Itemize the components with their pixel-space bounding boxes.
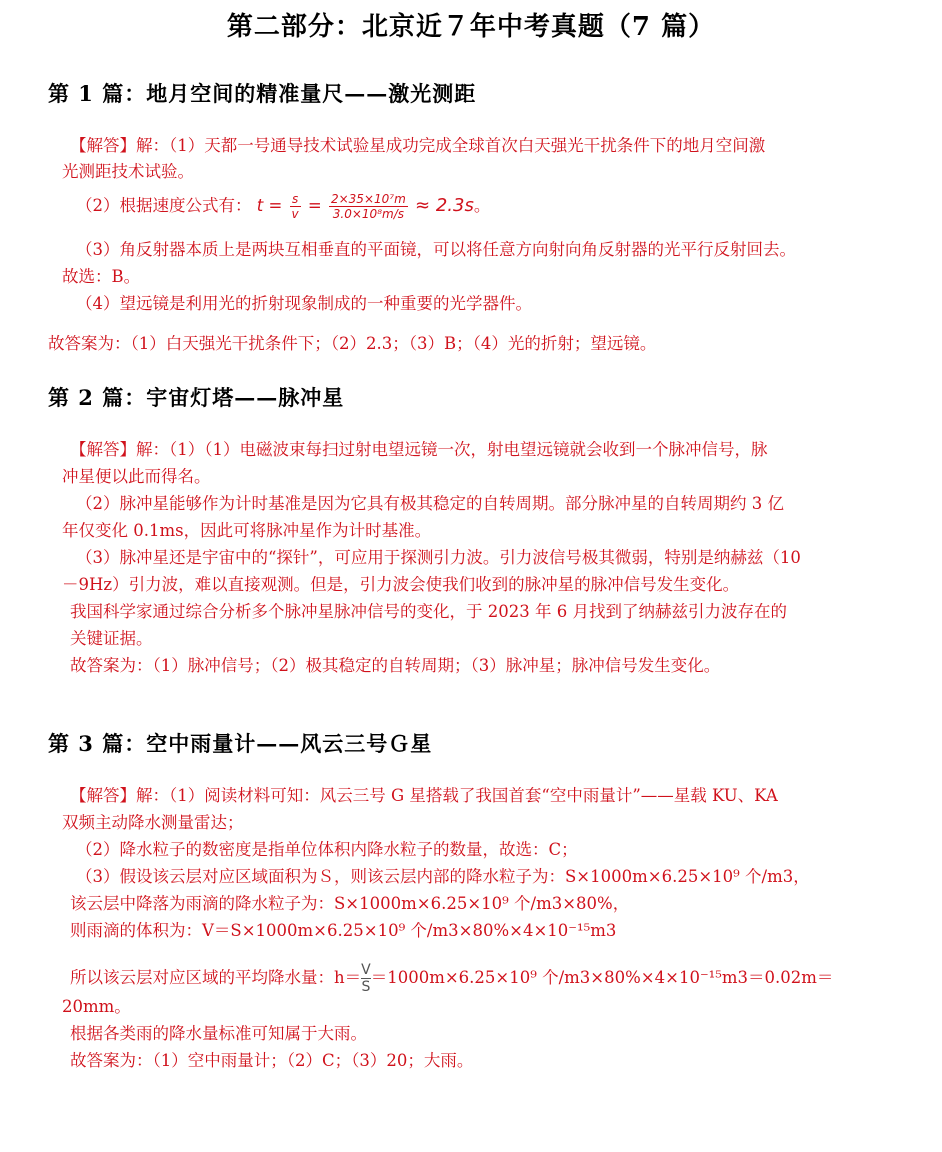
section-3-title: 第 3 篇：空中雨量计——风云三号Ｇ星 bbox=[48, 731, 433, 756]
s1-formula-end: 。 bbox=[473, 196, 491, 215]
s1-formula-lhs: t = bbox=[256, 196, 283, 215]
s3-answer-line-8: 20mm。 bbox=[62, 997, 131, 1016]
s1-fraction-s-over-v bbox=[290, 192, 301, 221]
s1-frac2-num: 2×35×10⁷m bbox=[330, 192, 406, 206]
s1-answer-line-5: （4）望远镜是利用光的折射现象制成的一种重要的光学器件。 bbox=[76, 294, 532, 313]
s1-frac1-den: v bbox=[291, 207, 299, 221]
s3-frac-s: S bbox=[361, 979, 371, 995]
s1-frac1-num: s bbox=[290, 192, 301, 207]
s2-answer-line-6: －9Hz）引力波，难以直接观测。但是，引力波会使我们收到的脉冲星的脉冲信号发生变化。 bbox=[62, 575, 740, 594]
s3-answer-line-3: （2）降水粒子的数密度是指单位体积内降水粒子的数量，故选：C； bbox=[76, 840, 578, 859]
s1-fraction-values bbox=[329, 192, 408, 221]
s2-answer-line-8: 关键证据。 bbox=[70, 629, 153, 648]
s2-answer-line-4: 年仅变化 0.1ms，因此可将脉冲星作为计时基准。 bbox=[62, 521, 432, 540]
s3-answer-line-5: 该云层中降落为雨滴的降水粒子为：S×1000m×6.25×10⁹ 个/m3×80%， bbox=[70, 894, 630, 913]
s1-formula-prefix: （2）根据速度公式有： bbox=[76, 196, 252, 215]
s1-formula-eq: = bbox=[307, 196, 322, 215]
page-title: 第二部分：北京近７年中考真题（7 篇） bbox=[226, 12, 716, 42]
s3-final-answer: 故答案为：（1）空中雨量计；（2）C；（3）20；大雨。 bbox=[70, 1051, 474, 1070]
s1-final-answer: 故答案为：（1）白天强光干扰条件下；（2）2.3；（3）B；（4）光的折射；望远镜。 bbox=[48, 334, 657, 353]
s3-average-prefix: 所以该云层对应区域的平均降水量：h＝ bbox=[70, 968, 362, 987]
s2-final-answer: 故答案为：（1）脉冲信号；（2）极其稳定的自转周期；（3）脉冲星；脉冲信号发生变化。 bbox=[70, 656, 721, 675]
s3-fraction-v-over-s bbox=[361, 962, 371, 995]
s1-answer-line-4: 故选：B。 bbox=[62, 267, 141, 286]
s3-answer-line-7 bbox=[70, 962, 833, 995]
s3-answer-line-1: 【解答】解：（1）阅读材料可知：风云三号 G 星搭载了我国首套“空中雨量计”——星载 KU、KA bbox=[70, 786, 778, 805]
s3-answer-line-4: （3）假设该云层对应区域面积为Ｓ，则该云层内部的降水粒子为：S×1000m×6.25×10⁹ 个/m3， bbox=[76, 867, 810, 886]
s1-answer-line-3: （3）角反射器本质上是两块互相垂直的平面镜，可以将任意方向射向角反射器的光平行反射回去。 bbox=[76, 240, 796, 259]
s2-answer-line-2: 冲星便以此而得名。 bbox=[62, 467, 211, 486]
s3-answer-line-6: 则雨滴的体积为：V＝S×1000m×6.25×10⁹ 个/m3×80%×4×10⁻¹⁵m3 bbox=[70, 921, 617, 940]
section-2-title: 第 2 篇：宇宙灯塔——脉冲星 bbox=[48, 385, 345, 410]
s1-formula-rhs: ≈ 2.3s bbox=[415, 195, 474, 216]
section-1-title: 第 1 篇：地月空间的精准量尺——激光测距 bbox=[48, 81, 477, 106]
s3-answer-line-2: 双频主动降水测量雷达； bbox=[62, 813, 244, 832]
s3-average-rest: ＝1000m×6.25×10⁹ 个/m3×80%×4×10⁻¹⁵m3＝0.02m＝ bbox=[370, 968, 834, 987]
s3-frac-v: V bbox=[361, 962, 371, 978]
s2-answer-line-1: 【解答】解：（1）（1）电磁波束每扫过射电望远镜一次，射电望远镜就会收到一个脉冲信号，脉 bbox=[70, 440, 768, 459]
s2-answer-line-7: 我国科学家通过综合分析多个脉冲星脉冲信号的变化，于 2023 年 6 月找到了纳赫兹引力波存在的 bbox=[70, 602, 787, 621]
s1-formula-line bbox=[76, 192, 490, 221]
s2-answer-line-3: （2）脉冲星能够作为计时基准是因为它具有极其稳定的自转周期。部分脉冲星的自转周期约 3 亿 bbox=[76, 494, 784, 513]
s2-answer-line-5: （3）脉冲星还是宇宙中的“探针”，可应用于探测引力波。引力波信号极其微弱，特别是纳赫兹（10 bbox=[76, 548, 801, 567]
s3-answer-line-9: 根据各类雨的降水量标准可知属于大雨。 bbox=[70, 1024, 367, 1043]
s1-frac2-den: 3.0×10⁸m/s bbox=[332, 207, 404, 221]
s1-answer-line-2: 光测距技术试验。 bbox=[62, 162, 194, 181]
s1-answer-line-1: 【解答】解：（1）天都一号通导技术试验星成功完成全球首次白天强光干扰条件下的地月空间激 bbox=[70, 136, 766, 155]
